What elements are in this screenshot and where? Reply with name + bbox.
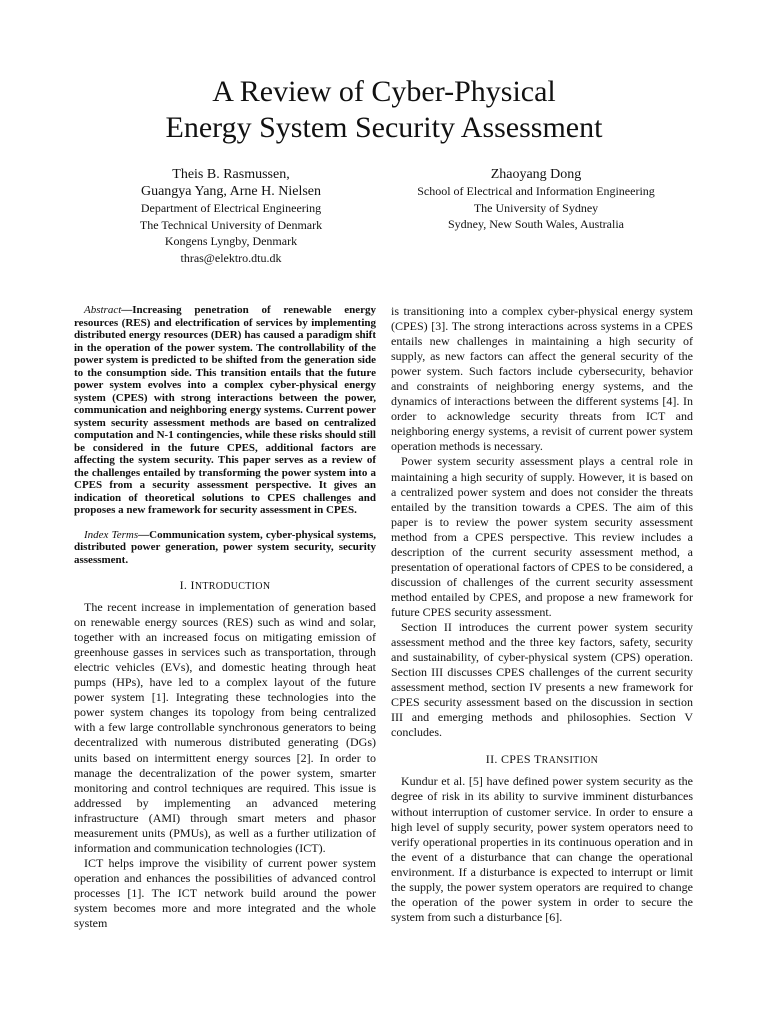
affiliation-location: Kongens Lyngby, Denmark [164,234,298,249]
abstract-lead: Abstract [84,304,122,316]
author-block-right [386,166,686,233]
index-terms [74,529,376,567]
affiliation-location: Sydney, New South Wales, Australia [447,217,624,232]
index-terms-text: —Communication system, cyber-physical systems, distributed power generation, power system security, security assessment. [74,528,376,566]
author-name: Zhaoyang Dong [490,167,582,182]
author-block-left [81,166,381,266]
abstract [74,304,376,517]
affiliation-school: School of Electrical and Information Engineering [417,184,655,198]
paper-title [0,74,768,146]
intro-paragraph-1: The recent increase in implementation of generation based on renewable energy sources (RES) such as wind and solar, together with an increased focus on mitigating emission of greenhouse gasses in services such as transportation, through electric vehicles (EVs), and domestic heating through heat pumps (HPs), have led to a complex layout of the future power system [1]. Integrating these technologies into the power system changes its topology from being centralized with a few large controllable synchronous generators to being decentralized with numerous distributed generating (DGs) units based on intermittent energy sources [2]. In order to manage the decentralization of the power system, smarter monitoring and control techniques are required. This issue is addressed by implementing an advanced metering infrastructure (AMI) through smart meters and phasor measurement units (PMUs), as well as a further utilization of information and communication technologies (ICT). [74,600,376,855]
affiliation-university: The University of Sydney [473,200,599,215]
affiliation-university: The Technical University of Denmark [139,217,323,232]
intro-paragraph-2: ICT helps improve the visibility of current power system operation and enhances the possibilities of advanced control processes [1]. The ICT network build around the power system becomes more and more integrated and the whole system [74,855,376,931]
intro-paragraph-3: Power system security assessment plays a central role in maintaining a high security of supply. However, it is based on a centralized power system and does not consider the threats entailed by the transition towards a CPES. The aim of this paper is to review the power system security assessment method from a CPES perspective. This review includes a description of the current security assessment method, a presentation of operational factors of CPES to be considered, a discussion of challenges of the current security assessment method entailed by CPES, and propose a new framework for future CPES security assessment. [391,454,693,619]
title-line-2: Energy System Security Assessment [165,111,603,144]
left-column [74,304,376,931]
title-line-1: A Review of Cyber-Physical [212,75,556,108]
intro-paragraph-4: Section II introduces the current power system security assessment method and the three key factors, safety, security and sustainability, of cyber-physical system (CPS) operation. Section III discusses CPES challenges of the current security assessment method, section IV presents a new framework for CPES security assessment based on the discussion in section III and emerging methods and philosophies. Section V concludes. [391,619,693,740]
abstract-text: —Increasing penetration of renewable energy resources (RES) and electrification of services by implementing distributed energy resources (DER) has caused a paradigm shift in the operation of the power system. The controllability of the power system is predicted to be shifted from the generation side to the consumption side. This transition entails that the future power system evolves into a complex cyber-physical energy system (CPES) with strong interactions between the power, communication and neighboring energy systems. Current power system security assessment methods are based on centralized computation and N-1 contingencies, while these risks should still be considered in the future CPES, additional factors are affecting the system security. This paper serves as a review of the challenges entailed by transforming the power system into a CPES from a security assessment perspective. It gives an indication of theoretical solutions to CPES challenges and proposes a new framework for security assessment in CPES. [74,304,376,516]
section2-paragraph-1: Kundur et al. [5] have defined power system security as the degree of risk in its ability to survive imminent disturbances without interruption of customer service. In order to ensure a high level of supply security, power system operators need to verify operational properties in its continuous operation and in the event of a disturbance that can change the operational environment. If a disturbance is expected to interrupt or limit the supply, the power system operators are required to change the operation of the power system in order to secure the system from such a disturbance [6]. [391,774,693,924]
right-column [391,304,693,925]
section-heading-introduction: I. INTRODUCTION [179,578,271,592]
index-terms-lead: Index Terms [84,528,139,541]
author-names-line-2: Guangya Yang, Arne H. Nielsen [140,184,322,199]
affiliation-department: Department of Electrical Engineering [140,201,322,215]
section-heading-cpes-transition: II. CPES TRANSITION [485,752,599,767]
author-email: thras@elektro.dtu.dk [180,250,282,265]
author-names-line-1: Theis B. Rasmussen, [172,167,290,182]
intro-continuation: is transitioning into a complex cyber-physical energy system (CPES) [3]. The strong interactions across systems in a CPES entails new challenges in maintaining a high security of supply, as new factors can affect the general security of the power system. Such factors include cybersecurity, behavior and constraints of neighboring energy systems, and the dynamics of interactions between the different systems [4]. In order to acknowledge security threats from ICT and neighboring energy systems, a revisit of current power system operation methods is necessary. [391,304,693,454]
